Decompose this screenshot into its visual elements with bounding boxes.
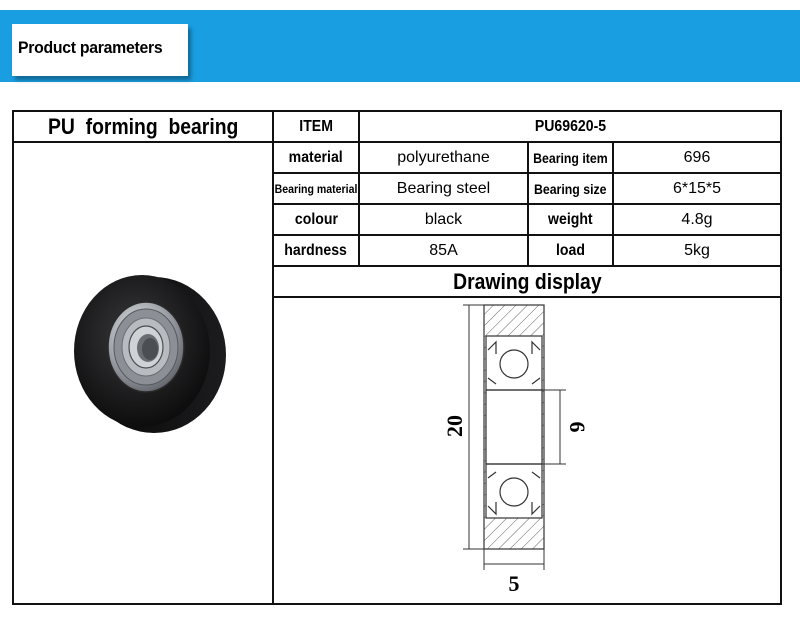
item-value xyxy=(360,112,780,141)
banner-tab xyxy=(12,24,188,76)
row-value xyxy=(360,174,527,203)
row-value xyxy=(360,143,527,172)
bearing-bore-shadow xyxy=(142,338,158,360)
row-label xyxy=(274,205,358,234)
item-value-text: PU69620-5 xyxy=(534,117,606,135)
row-value xyxy=(614,205,780,234)
value-colour: black xyxy=(424,210,463,228)
item-label xyxy=(274,112,358,141)
dim-outer-label: 20 xyxy=(442,415,467,437)
dim-inner-label: 6 xyxy=(565,421,590,433)
label-hardness: hardness xyxy=(284,241,348,259)
dim-width-label: 5 xyxy=(508,571,520,596)
value-bearing-item: 696 xyxy=(683,148,711,166)
row-label xyxy=(274,236,358,265)
bore xyxy=(486,390,542,464)
label-bearing-size: Bearing size xyxy=(534,180,607,197)
label-colour: colour xyxy=(294,210,338,228)
value-bearing-material: Bearing steel xyxy=(396,179,491,197)
value-weight: 4.8g xyxy=(681,210,713,228)
technical-drawing xyxy=(274,298,780,603)
ball-top xyxy=(500,350,528,378)
product-title xyxy=(14,112,272,141)
banner-title: Product parameters xyxy=(18,38,163,57)
row-value xyxy=(360,205,527,234)
row-value xyxy=(614,236,780,265)
label-bearing-material: Bearing material xyxy=(274,181,358,196)
value-bearing-size: 6*15*5 xyxy=(672,179,722,197)
label-weight: weight xyxy=(548,210,593,228)
row-label xyxy=(274,143,358,172)
label-bearing-item: Bearing item xyxy=(533,149,608,166)
item-label-text: ITEM xyxy=(299,117,333,135)
drawing-title xyxy=(274,267,780,296)
row-label xyxy=(529,174,612,203)
row-label xyxy=(529,143,612,172)
label-load: load xyxy=(556,241,585,259)
row-value xyxy=(614,143,780,172)
header-banner xyxy=(0,10,800,82)
label-material: material xyxy=(288,148,344,166)
product-title-text: PU forming bearing xyxy=(47,113,239,139)
row-label xyxy=(274,174,358,203)
drawing-title-text: Drawing display xyxy=(452,268,602,294)
product-photo xyxy=(14,143,272,603)
row-value xyxy=(614,174,780,203)
value-load: 5kg xyxy=(684,241,710,259)
row-label xyxy=(529,205,612,234)
value-material: polyurethane xyxy=(397,148,490,166)
value-hardness: 85A xyxy=(429,241,458,259)
ball-bottom xyxy=(500,478,528,506)
row-value xyxy=(360,236,527,265)
row-label xyxy=(529,236,612,265)
